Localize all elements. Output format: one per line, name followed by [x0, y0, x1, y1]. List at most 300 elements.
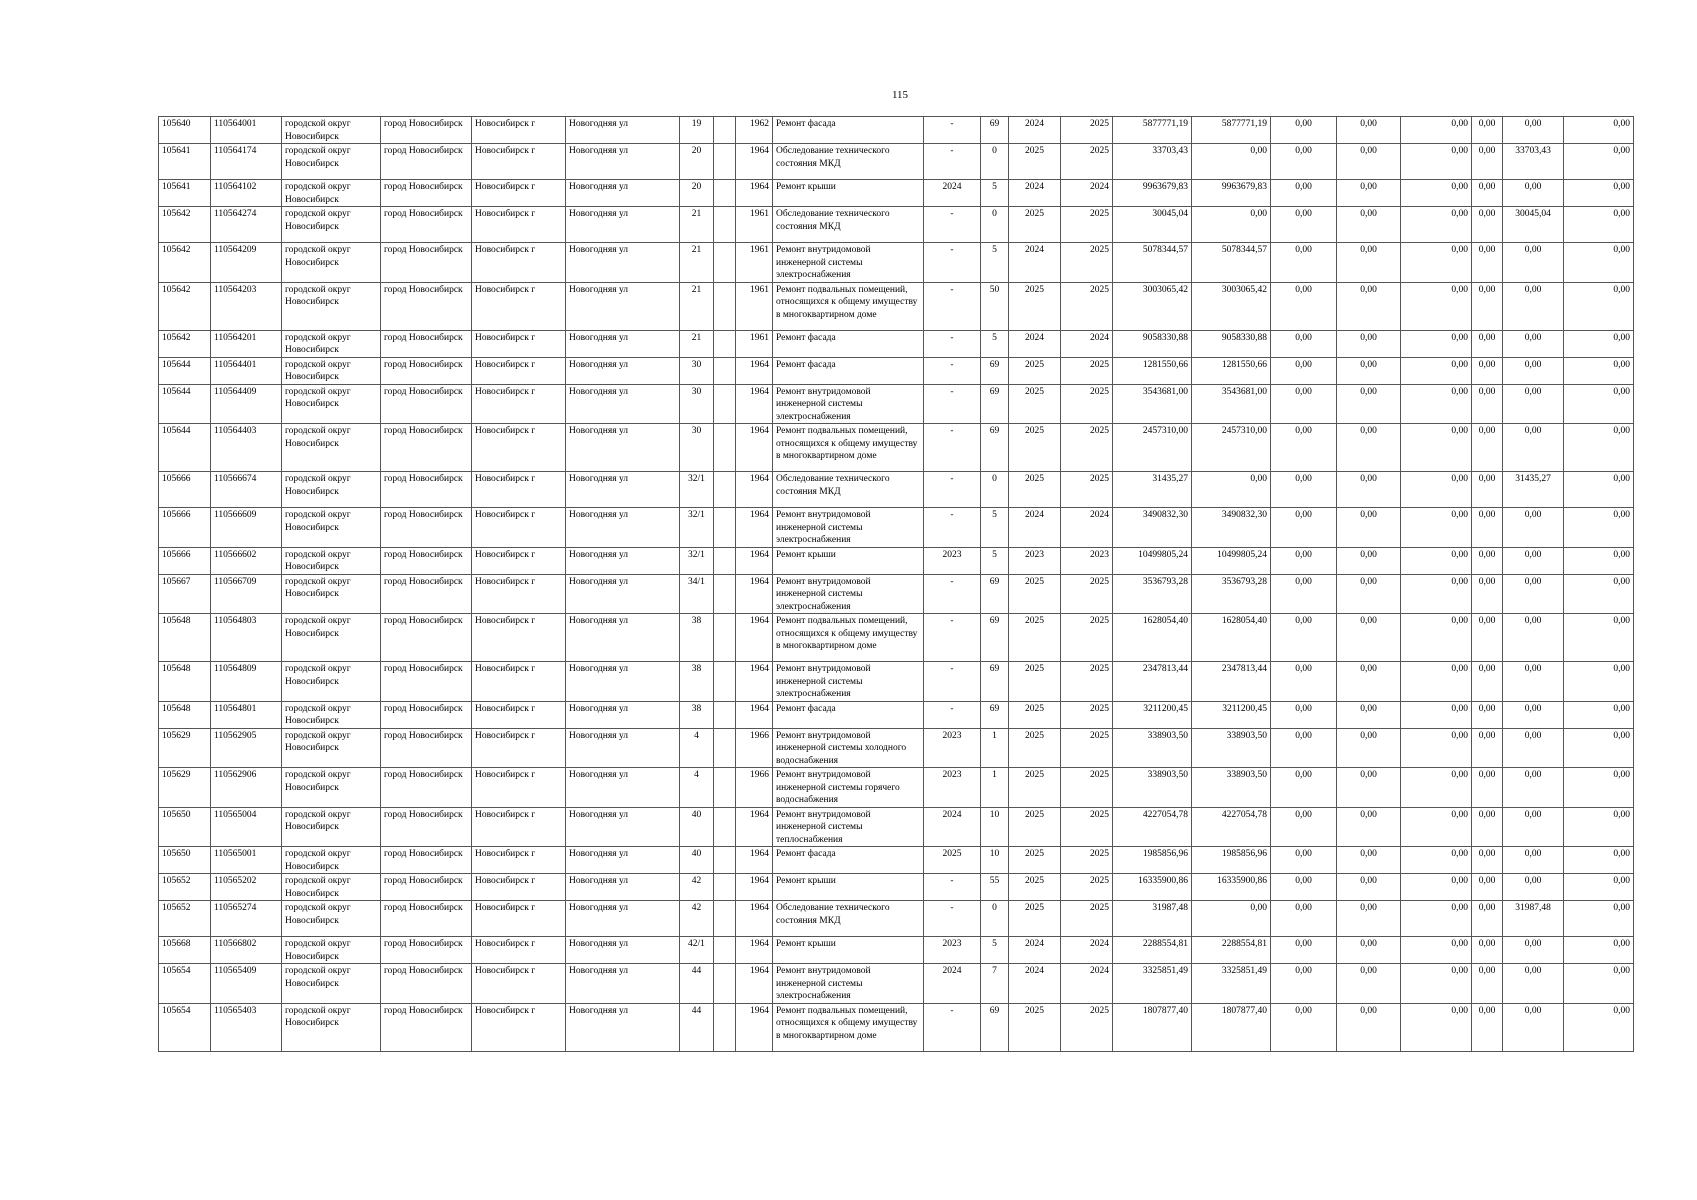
cell-v2: 0,00 [1337, 874, 1401, 901]
cell-start: 2025 [1009, 357, 1061, 384]
cell-v5: 0,00 [1564, 847, 1634, 874]
cell-blank [714, 901, 736, 937]
cell-street: Новогодняя ул [566, 614, 680, 662]
table-row [159, 243, 1634, 283]
cell-v1: 0,00 [1271, 1003, 1337, 1051]
cell-street: Новогодняя ул [566, 330, 680, 357]
cell-city: Новосибирск г [472, 243, 566, 283]
cell-v3: 0,00 [1401, 662, 1472, 702]
cell-work: Ремонт внутридомовой инженерной системы электроснабжения [773, 574, 924, 614]
cell-v4: 0,00 [1472, 662, 1503, 702]
cell-blank [714, 937, 736, 964]
cell-code: 110564209 [211, 243, 282, 283]
cell-amount1: 3211200,45 [1192, 701, 1271, 728]
cell-total: 16335900,86 [1113, 874, 1192, 901]
cell-district: городской округ Новосибирск [282, 728, 381, 768]
cell-v4: 0,00 [1472, 330, 1503, 357]
cell-house: 20 [680, 144, 714, 180]
cell-street: Новогодняя ул [566, 117, 680, 144]
cell-start: 2025 [1009, 874, 1061, 901]
cell-house: 32/1 [680, 472, 714, 508]
cell-v3: 0,00 [1401, 384, 1472, 424]
cell-start: 2024 [1009, 937, 1061, 964]
cell-total: 3490832,30 [1113, 508, 1192, 548]
cell-percent: 69 [981, 662, 1009, 702]
cell-year: 1962 [736, 117, 773, 144]
cell-year_plan: - [924, 508, 981, 548]
cell-blank [714, 180, 736, 207]
cell-blank [714, 243, 736, 283]
cell-amount1: 3490832,30 [1192, 508, 1271, 548]
cell-year_plan: - [924, 357, 981, 384]
cell-v5: 0,00 [1564, 357, 1634, 384]
cell-start: 2024 [1009, 243, 1061, 283]
cell-blank [714, 472, 736, 508]
cell-city: Новосибирск г [472, 144, 566, 180]
cell-work: Ремонт фасада [773, 330, 924, 357]
cell-city: Новосибирск г [472, 547, 566, 574]
cell-city: Новосибирск г [472, 282, 566, 330]
cell-district: городской округ Новосибирск [282, 282, 381, 330]
cell-v5: 0,00 [1564, 330, 1634, 357]
cell-work: Ремонт внутридомовой инженерной системы электроснабжения [773, 964, 924, 1004]
cell-v1: 0,00 [1271, 768, 1337, 808]
cell-house: 4 [680, 768, 714, 808]
table-row [159, 964, 1634, 1004]
cell-settlement: город Новосибирск [381, 180, 472, 207]
cell-house: 19 [680, 117, 714, 144]
cell-year: 1964 [736, 964, 773, 1004]
cell-work: Ремонт внутридомовой инженерной системы холодного водоснабжения [773, 728, 924, 768]
cell-id: 105640 [159, 117, 211, 144]
table-row [159, 662, 1634, 702]
cell-v4: 0,00 [1472, 243, 1503, 283]
cell-start: 2024 [1009, 330, 1061, 357]
cell-city: Новосибирск г [472, 874, 566, 901]
cell-survey: 30045,04 [1503, 207, 1564, 243]
cell-v1: 0,00 [1271, 424, 1337, 472]
cell-work: Ремонт внутридомовой инженерной системы теплоснабжения [773, 807, 924, 847]
cell-district: городской округ Новосибирск [282, 937, 381, 964]
cell-id: 105644 [159, 424, 211, 472]
cell-blank [714, 728, 736, 768]
cell-v4: 0,00 [1472, 768, 1503, 808]
cell-v1: 0,00 [1271, 243, 1337, 283]
cell-house: 38 [680, 662, 714, 702]
cell-start: 2024 [1009, 117, 1061, 144]
cell-city: Новосибирск г [472, 1003, 566, 1051]
cell-year_plan: - [924, 901, 981, 937]
cell-amount1: 5877771,19 [1192, 117, 1271, 144]
cell-amount1: 9058330,88 [1192, 330, 1271, 357]
cell-house: 30 [680, 357, 714, 384]
cell-year: 1964 [736, 807, 773, 847]
cell-amount1: 4227054,78 [1192, 807, 1271, 847]
cell-total: 3325851,49 [1113, 964, 1192, 1004]
cell-code: 110565004 [211, 807, 282, 847]
cell-survey: 0,00 [1503, 1003, 1564, 1051]
cell-v3: 0,00 [1401, 243, 1472, 283]
cell-percent: 69 [981, 357, 1009, 384]
cell-total: 31987,48 [1113, 901, 1192, 937]
cell-end: 2024 [1061, 180, 1113, 207]
cell-v3: 0,00 [1401, 117, 1472, 144]
cell-v1: 0,00 [1271, 874, 1337, 901]
table-row [159, 384, 1634, 424]
cell-total: 9963679,83 [1113, 180, 1192, 207]
cell-start: 2025 [1009, 662, 1061, 702]
cell-v1: 0,00 [1271, 357, 1337, 384]
cell-percent: 1 [981, 768, 1009, 808]
cell-city: Новосибирск г [472, 728, 566, 768]
cell-blank [714, 330, 736, 357]
cell-blank [714, 117, 736, 144]
cell-blank [714, 662, 736, 702]
cell-year: 1964 [736, 424, 773, 472]
cell-district: городской округ Новосибирск [282, 384, 381, 424]
cell-start: 2023 [1009, 547, 1061, 574]
cell-survey: 0,00 [1503, 508, 1564, 548]
cell-district: городской округ Новосибирск [282, 874, 381, 901]
cell-v2: 0,00 [1337, 207, 1401, 243]
cell-v2: 0,00 [1337, 807, 1401, 847]
cell-v4: 0,00 [1472, 701, 1503, 728]
cell-year: 1964 [736, 662, 773, 702]
cell-year_plan: - [924, 330, 981, 357]
cell-v5: 0,00 [1564, 508, 1634, 548]
cell-percent: 5 [981, 180, 1009, 207]
cell-v3: 0,00 [1401, 357, 1472, 384]
cell-code: 110564203 [211, 282, 282, 330]
cell-v4: 0,00 [1472, 508, 1503, 548]
cell-end: 2025 [1061, 144, 1113, 180]
cell-blank [714, 1003, 736, 1051]
cell-total: 10499805,24 [1113, 547, 1192, 574]
cell-total: 1985856,96 [1113, 847, 1192, 874]
cell-id: 105666 [159, 547, 211, 574]
cell-survey: 0,00 [1503, 807, 1564, 847]
cell-v5: 0,00 [1564, 901, 1634, 937]
cell-v2: 0,00 [1337, 964, 1401, 1004]
cell-year: 1964 [736, 901, 773, 937]
cell-year_plan: 2023 [924, 728, 981, 768]
cell-v4: 0,00 [1472, 874, 1503, 901]
cell-end: 2024 [1061, 508, 1113, 548]
cell-district: городской округ Новосибирск [282, 662, 381, 702]
cell-v3: 0,00 [1401, 574, 1472, 614]
cell-code: 110566609 [211, 508, 282, 548]
cell-code: 110564401 [211, 357, 282, 384]
cell-survey: 31987,48 [1503, 901, 1564, 937]
cell-blank [714, 384, 736, 424]
cell-year: 1964 [736, 847, 773, 874]
cell-work: Ремонт фасада [773, 847, 924, 874]
cell-code: 110566709 [211, 574, 282, 614]
cell-city: Новосибирск г [472, 117, 566, 144]
cell-percent: 69 [981, 574, 1009, 614]
cell-code: 110564201 [211, 330, 282, 357]
cell-v5: 0,00 [1564, 144, 1634, 180]
table-row [159, 144, 1634, 180]
cell-v1: 0,00 [1271, 937, 1337, 964]
cell-year_plan: - [924, 117, 981, 144]
cell-house: 21 [680, 330, 714, 357]
cell-v5: 0,00 [1564, 874, 1634, 901]
cell-street: Новогодняя ул [566, 728, 680, 768]
cell-year: 1964 [736, 144, 773, 180]
cell-total: 3211200,45 [1113, 701, 1192, 728]
cell-v2: 0,00 [1337, 357, 1401, 384]
cell-v3: 0,00 [1401, 614, 1472, 662]
cell-id: 105641 [159, 144, 211, 180]
cell-v4: 0,00 [1472, 964, 1503, 1004]
table-body [159, 117, 1634, 1052]
cell-blank [714, 701, 736, 728]
cell-amount1: 9963679,83 [1192, 180, 1271, 207]
cell-amount1: 338903,50 [1192, 728, 1271, 768]
cell-v3: 0,00 [1401, 207, 1472, 243]
cell-end: 2025 [1061, 243, 1113, 283]
cell-v5: 0,00 [1564, 547, 1634, 574]
cell-year_plan: - [924, 144, 981, 180]
cell-id: 105642 [159, 330, 211, 357]
cell-survey: 0,00 [1503, 964, 1564, 1004]
cell-code: 110564274 [211, 207, 282, 243]
cell-v2: 0,00 [1337, 614, 1401, 662]
cell-amount1: 3003065,42 [1192, 282, 1271, 330]
cell-start: 2025 [1009, 1003, 1061, 1051]
cell-street: Новогодняя ул [566, 508, 680, 548]
cell-code: 110564803 [211, 614, 282, 662]
cell-district: городской округ Новосибирск [282, 964, 381, 1004]
cell-v3: 0,00 [1401, 1003, 1472, 1051]
cell-end: 2025 [1061, 807, 1113, 847]
cell-district: городской округ Новосибирск [282, 847, 381, 874]
cell-v4: 0,00 [1472, 1003, 1503, 1051]
cell-survey: 0,00 [1503, 547, 1564, 574]
cell-work: Обследование технического состояния МКД [773, 901, 924, 937]
cell-amount1: 2457310,00 [1192, 424, 1271, 472]
cell-id: 105654 [159, 1003, 211, 1051]
table-row [159, 574, 1634, 614]
cell-settlement: город Новосибирск [381, 207, 472, 243]
cell-amount1: 1281550,66 [1192, 357, 1271, 384]
cell-survey: 0,00 [1503, 357, 1564, 384]
cell-settlement: город Новосибирск [381, 768, 472, 808]
cell-district: городской округ Новосибирск [282, 901, 381, 937]
cell-v3: 0,00 [1401, 768, 1472, 808]
cell-total: 3536793,28 [1113, 574, 1192, 614]
cell-code: 110566602 [211, 547, 282, 574]
cell-v3: 0,00 [1401, 508, 1472, 548]
cell-end: 2025 [1061, 662, 1113, 702]
cell-blank [714, 547, 736, 574]
cell-house: 21 [680, 207, 714, 243]
cell-year_plan: - [924, 207, 981, 243]
cell-house: 42 [680, 901, 714, 937]
cell-v3: 0,00 [1401, 180, 1472, 207]
cell-settlement: город Новосибирск [381, 357, 472, 384]
cell-end: 2023 [1061, 547, 1113, 574]
cell-settlement: город Новосибирск [381, 424, 472, 472]
cell-start: 2025 [1009, 614, 1061, 662]
cell-survey: 0,00 [1503, 768, 1564, 808]
cell-district: городской округ Новосибирск [282, 207, 381, 243]
cell-total: 2457310,00 [1113, 424, 1192, 472]
cell-code: 110564809 [211, 662, 282, 702]
cell-total: 1281550,66 [1113, 357, 1192, 384]
cell-house: 32/1 [680, 547, 714, 574]
cell-house: 30 [680, 424, 714, 472]
cell-work: Ремонт внутридомовой инженерной системы электроснабжения [773, 243, 924, 283]
cell-survey: 0,00 [1503, 282, 1564, 330]
cell-year_plan: 2023 [924, 768, 981, 808]
cell-total: 338903,50 [1113, 768, 1192, 808]
cell-id: 105644 [159, 357, 211, 384]
cell-year: 1961 [736, 243, 773, 283]
cell-house: 32/1 [680, 508, 714, 548]
cell-percent: 69 [981, 384, 1009, 424]
cell-survey: 0,00 [1503, 937, 1564, 964]
cell-year: 1964 [736, 937, 773, 964]
cell-v5: 0,00 [1564, 614, 1634, 662]
cell-city: Новосибирск г [472, 330, 566, 357]
cell-settlement: город Новосибирск [381, 662, 472, 702]
cell-amount1: 2347813,44 [1192, 662, 1271, 702]
cell-percent: 1 [981, 728, 1009, 768]
cell-year: 1964 [736, 508, 773, 548]
cell-year_plan: - [924, 384, 981, 424]
cell-year_plan: - [924, 243, 981, 283]
cell-end: 2024 [1061, 330, 1113, 357]
cell-street: Новогодняя ул [566, 847, 680, 874]
table-row [159, 357, 1634, 384]
cell-v2: 0,00 [1337, 728, 1401, 768]
cell-city: Новосибирск г [472, 807, 566, 847]
cell-start: 2025 [1009, 701, 1061, 728]
cell-work: Ремонт подвальных помещений, относящихся к общему имуществу в многоквартирном доме [773, 282, 924, 330]
cell-amount1: 3536793,28 [1192, 574, 1271, 614]
cell-survey: 0,00 [1503, 728, 1564, 768]
cell-v3: 0,00 [1401, 701, 1472, 728]
cell-survey: 0,00 [1503, 117, 1564, 144]
cell-settlement: город Новосибирск [381, 1003, 472, 1051]
cell-v5: 0,00 [1564, 180, 1634, 207]
cell-street: Новогодняя ул [566, 701, 680, 728]
cell-v2: 0,00 [1337, 508, 1401, 548]
cell-end: 2025 [1061, 701, 1113, 728]
cell-total: 1628054,40 [1113, 614, 1192, 662]
cell-v3: 0,00 [1401, 807, 1472, 847]
cell-settlement: город Новосибирск [381, 117, 472, 144]
cell-survey: 0,00 [1503, 701, 1564, 728]
cell-city: Новосибирск г [472, 357, 566, 384]
cell-v2: 0,00 [1337, 330, 1401, 357]
cell-id: 105650 [159, 847, 211, 874]
cell-city: Новосибирск г [472, 768, 566, 808]
cell-v2: 0,00 [1337, 547, 1401, 574]
cell-v2: 0,00 [1337, 768, 1401, 808]
cell-v4: 0,00 [1472, 144, 1503, 180]
cell-amount1: 1628054,40 [1192, 614, 1271, 662]
cell-v1: 0,00 [1271, 282, 1337, 330]
cell-start: 2025 [1009, 574, 1061, 614]
cell-work: Ремонт подвальных помещений, относящихся к общему имуществу в многоквартирном доме [773, 424, 924, 472]
cell-percent: 7 [981, 964, 1009, 1004]
cell-district: городской округ Новосибирск [282, 768, 381, 808]
cell-settlement: город Новосибирск [381, 964, 472, 1004]
cell-blank [714, 508, 736, 548]
cell-start: 2024 [1009, 964, 1061, 1004]
cell-district: городской округ Новосибирск [282, 1003, 381, 1051]
cell-percent: 0 [981, 901, 1009, 937]
cell-work: Ремонт внутридомовой инженерной системы электроснабжения [773, 508, 924, 548]
cell-house: 42/1 [680, 937, 714, 964]
cell-year: 1961 [736, 282, 773, 330]
cell-city: Новосибирск г [472, 964, 566, 1004]
table-row [159, 472, 1634, 508]
cell-v5: 0,00 [1564, 424, 1634, 472]
cell-street: Новогодняя ул [566, 807, 680, 847]
cell-settlement: город Новосибирск [381, 614, 472, 662]
cell-id: 105642 [159, 282, 211, 330]
cell-total: 2288554,81 [1113, 937, 1192, 964]
cell-survey: 0,00 [1503, 384, 1564, 424]
cell-amount1: 1985856,96 [1192, 847, 1271, 874]
cell-blank [714, 807, 736, 847]
cell-v4: 0,00 [1472, 614, 1503, 662]
cell-settlement: город Новосибирск [381, 847, 472, 874]
cell-v2: 0,00 [1337, 180, 1401, 207]
repair-program-table [158, 116, 1634, 1052]
cell-id: 105654 [159, 964, 211, 1004]
cell-v3: 0,00 [1401, 964, 1472, 1004]
cell-end: 2025 [1061, 424, 1113, 472]
cell-total: 9058330,88 [1113, 330, 1192, 357]
cell-work: Ремонт подвальных помещений, относящихся к общему имуществу в многоквартирном доме [773, 1003, 924, 1051]
cell-street: Новогодняя ул [566, 207, 680, 243]
cell-start: 2025 [1009, 144, 1061, 180]
cell-year: 1964 [736, 180, 773, 207]
cell-v3: 0,00 [1401, 472, 1472, 508]
cell-total: 338903,50 [1113, 728, 1192, 768]
cell-v1: 0,00 [1271, 180, 1337, 207]
cell-start: 2025 [1009, 728, 1061, 768]
cell-year: 1966 [736, 728, 773, 768]
cell-work: Ремонт крыши [773, 874, 924, 901]
cell-street: Новогодняя ул [566, 472, 680, 508]
cell-v3: 0,00 [1401, 901, 1472, 937]
cell-code: 110566802 [211, 937, 282, 964]
cell-v4: 0,00 [1472, 472, 1503, 508]
cell-amount1: 1807877,40 [1192, 1003, 1271, 1051]
cell-end: 2025 [1061, 574, 1113, 614]
cell-district: городской округ Новосибирск [282, 807, 381, 847]
cell-house: 20 [680, 180, 714, 207]
cell-amount1: 16335900,86 [1192, 874, 1271, 901]
table-row [159, 768, 1634, 808]
cell-street: Новогодняя ул [566, 1003, 680, 1051]
cell-work: Ремонт внутридомовой инженерной системы электроснабжения [773, 662, 924, 702]
cell-id: 105650 [159, 807, 211, 847]
cell-end: 2025 [1061, 874, 1113, 901]
table-row [159, 282, 1634, 330]
cell-id: 105652 [159, 901, 211, 937]
cell-blank [714, 574, 736, 614]
cell-v4: 0,00 [1472, 937, 1503, 964]
cell-id: 105666 [159, 472, 211, 508]
cell-code: 110565409 [211, 964, 282, 1004]
